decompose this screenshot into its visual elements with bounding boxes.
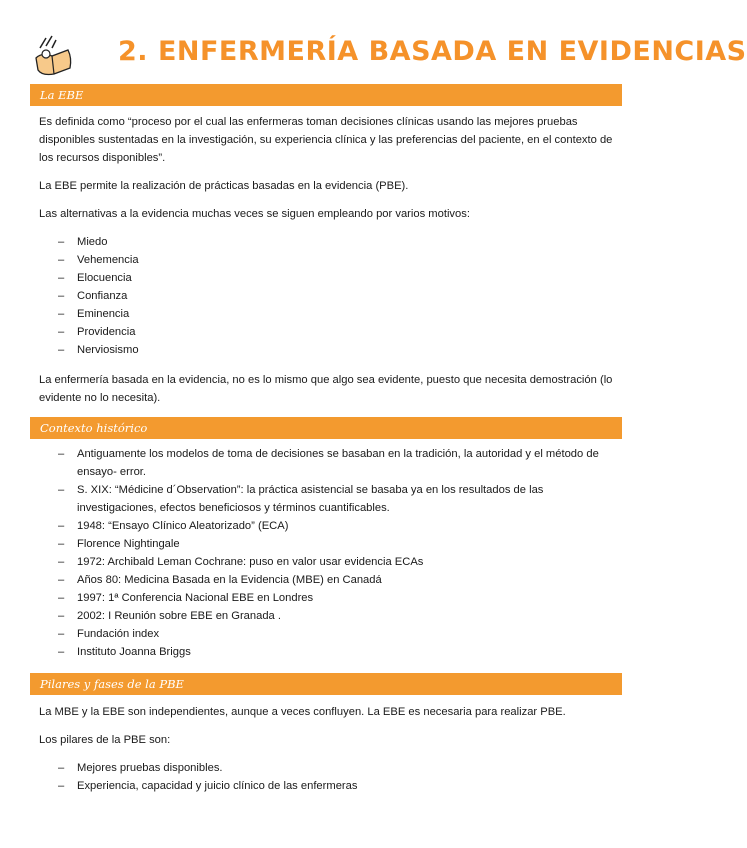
person-reading-icon	[32, 34, 76, 78]
section-heading-ebe: La EBE	[30, 84, 622, 106]
ebe-pbe-paragraph: La EBE permite la realización de prácticas basadas en la evidencia (PBE).	[39, 180, 409, 192]
list-item: – Nerviosismo	[39, 341, 621, 359]
motivos-list	[39, 233, 621, 359]
list-item: – Instituto Joanna Briggs	[39, 643, 621, 661]
list-item: – Experiencia, capacidad y juicio clínico de las enfermeras	[39, 777, 621, 795]
list-item: – Años 80: Medicina Basada en la Evidencia (MBE) en Canadá	[39, 571, 621, 589]
ebe-alternatives-paragraph: Las alternativas a la evidencia muchas veces se siguen empleando por varios motivos:	[39, 208, 470, 220]
page-title: 2. ENFERMERÍA BASADA EN EVIDENCIAS	[118, 36, 747, 67]
list-item: – 1972: Archibald Leman Cochrane: puso en valor usar evidencia ECAs	[39, 553, 621, 571]
list-item: – 2002: I Reunión sobre EBE en Granada .	[39, 607, 621, 625]
ebe-definition-paragraph: Es definida como “proceso por el cual las enfermeras toman decisiones clínicas usando las mejores pruebas disponibles sustentadas en la investigación, su experiencia clínica y las preferencias del paciente, en el contexto de los recursos disponibles”.	[39, 116, 613, 164]
list-item: – Vehemencia	[39, 251, 621, 269]
section-heading-contexto: Contexto histórico	[30, 417, 622, 439]
list-item: – Antiguamente los modelos de toma de decisiones se basaban en la tradición, la autoridad y el método de ensayo- error.	[39, 445, 621, 481]
list-item: – S. XIX: “Médicine d´Observation”: la práctica asistencial se basaba ya en los resultados de las investigaciones, efectos beneficiosos y términos cuantificables.	[39, 481, 621, 517]
list-item: – Eminencia	[39, 305, 621, 323]
list-item: – Mejores pruebas disponibles.	[39, 759, 621, 777]
list-item: – Miedo	[39, 233, 621, 251]
page-header	[0, 30, 747, 80]
list-item: – Confianza	[39, 287, 621, 305]
list-item: – 1948: “Ensayo Clínico Aleatorizado” (ECA)	[39, 517, 621, 535]
list-item: – Elocuencia	[39, 269, 621, 287]
pilares-intro-paragraph: Los pilares de la PBE son:	[39, 734, 171, 746]
section-heading-pilares: Pilares y fases de la PBE	[30, 673, 622, 695]
list-item: – Providencia	[39, 323, 621, 341]
pilares-mbe-paragraph: La MBE y la EBE son independientes, aunque a veces confluyen. La EBE es necesaria para realizar PBE.	[39, 706, 566, 718]
list-item: – Fundación index	[39, 625, 621, 643]
pilares-list	[39, 759, 621, 795]
ebe-evidente-paragraph: La enfermería basada en la evidencia, no es lo mismo que algo sea evidente, puesto que necesita demostración (lo evidente no lo necesita).	[39, 374, 613, 404]
contexto-list	[39, 445, 621, 661]
list-item: – 1997: 1ª Conferencia Nacional EBE en Londres	[39, 589, 621, 607]
list-item: – Florence Nightingale	[39, 535, 621, 553]
